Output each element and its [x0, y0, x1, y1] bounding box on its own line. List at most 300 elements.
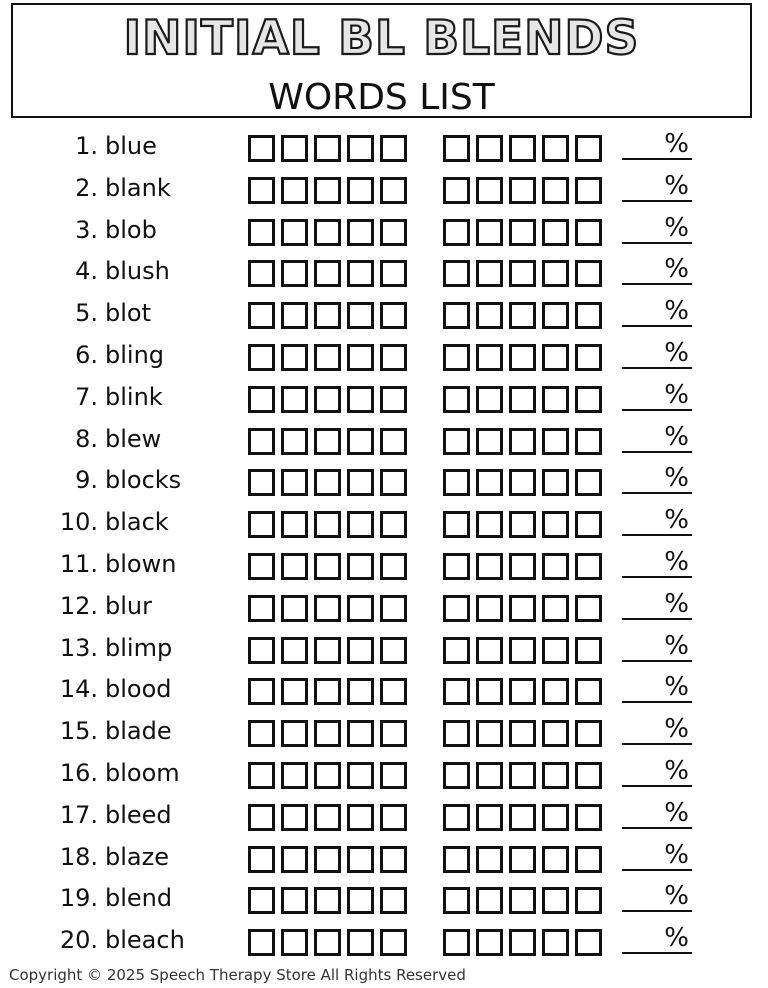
item-number: 12. — [59, 591, 98, 620]
checkbox[interactable] — [575, 637, 602, 664]
trial-boxes-2 — [443, 887, 602, 914]
checkbox[interactable] — [575, 302, 602, 329]
checkbox[interactable] — [347, 637, 374, 664]
checkbox[interactable] — [281, 469, 308, 496]
checkbox[interactable] — [542, 762, 569, 789]
list-item — [0, 586, 768, 628]
checkbox[interactable] — [575, 511, 602, 538]
checkbox[interactable] — [542, 637, 569, 664]
checkbox[interactable] — [248, 260, 275, 287]
percent-field[interactable] — [622, 546, 692, 578]
trial-boxes-1 — [248, 511, 407, 538]
checkbox[interactable] — [347, 553, 374, 580]
percent-field[interactable] — [622, 253, 692, 285]
checkbox[interactable] — [575, 553, 602, 580]
checkbox[interactable] — [542, 678, 569, 705]
checkbox[interactable] — [380, 678, 407, 705]
checkbox[interactable] — [347, 260, 374, 287]
percent-sign: % — [664, 755, 689, 786]
copyright-footer: Copyright © 2025 Speech Therapy Store All Rights Reserved — [9, 966, 466, 984]
checkbox[interactable] — [575, 344, 602, 371]
checkbox[interactable] — [380, 344, 407, 371]
checkbox[interactable] — [248, 720, 275, 747]
percent-sign: % — [664, 254, 689, 285]
checkbox[interactable] — [443, 219, 470, 246]
checkbox[interactable] — [542, 302, 569, 329]
checkbox[interactable] — [314, 678, 341, 705]
checkbox[interactable] — [380, 929, 407, 956]
checkbox[interactable] — [248, 469, 275, 496]
trial-boxes-1 — [248, 720, 407, 747]
checkbox[interactable] — [575, 219, 602, 246]
checkbox[interactable] — [443, 428, 470, 455]
checkbox[interactable] — [509, 386, 536, 413]
checkbox[interactable] — [248, 595, 275, 622]
item-number: 18. — [59, 842, 98, 871]
checkbox[interactable] — [542, 428, 569, 455]
percent-sign: % — [664, 923, 689, 954]
checkbox[interactable] — [509, 302, 536, 329]
percent-field[interactable] — [622, 295, 692, 327]
list-item — [0, 753, 768, 795]
checkbox[interactable] — [476, 846, 503, 873]
checkbox[interactable] — [314, 720, 341, 747]
item-word: blood — [105, 675, 172, 704]
checkbox[interactable] — [476, 595, 503, 622]
checkbox[interactable] — [281, 637, 308, 664]
percent-field[interactable] — [622, 588, 692, 620]
checkbox[interactable] — [248, 762, 275, 789]
checkbox[interactable] — [281, 762, 308, 789]
checkbox[interactable] — [380, 469, 407, 496]
item-number: 1. — [75, 132, 98, 160]
checkbox[interactable] — [575, 428, 602, 455]
checkbox[interactable] — [314, 260, 341, 287]
trial-boxes-1 — [248, 469, 407, 496]
checkbox[interactable] — [443, 929, 470, 956]
checkbox[interactable] — [476, 929, 503, 956]
trial-boxes-1 — [248, 344, 407, 371]
percent-field[interactable] — [622, 839, 692, 871]
percent-field[interactable] — [622, 504, 692, 536]
checkbox[interactable] — [542, 511, 569, 538]
percent-field[interactable] — [622, 170, 692, 202]
checkbox[interactable] — [281, 720, 308, 747]
checkbox[interactable] — [509, 260, 536, 287]
checkbox[interactable] — [281, 887, 308, 914]
checkbox[interactable] — [575, 135, 602, 162]
checkbox[interactable] — [542, 344, 569, 371]
checkbox[interactable] — [347, 177, 374, 204]
checkbox[interactable] — [509, 887, 536, 914]
checkbox[interactable] — [509, 804, 536, 831]
trial-boxes-1 — [248, 887, 407, 914]
item-number: 8. — [75, 424, 98, 453]
checkbox[interactable] — [476, 637, 503, 664]
checkbox[interactable] — [542, 804, 569, 831]
item-word: blue — [105, 132, 157, 160]
checkbox[interactable] — [380, 135, 407, 162]
trial-boxes-2 — [443, 595, 602, 622]
list-item — [0, 920, 768, 962]
checkbox[interactable] — [380, 428, 407, 455]
checkbox[interactable] — [509, 678, 536, 705]
item-number: 2. — [75, 173, 98, 202]
checkbox[interactable] — [314, 302, 341, 329]
checkbox[interactable] — [380, 637, 407, 664]
checkbox[interactable] — [542, 846, 569, 873]
checkbox[interactable] — [281, 344, 308, 371]
checkbox[interactable] — [347, 511, 374, 538]
checkbox[interactable] — [248, 344, 275, 371]
percent-field[interactable] — [622, 797, 692, 829]
checkbox[interactable] — [380, 260, 407, 287]
checkbox[interactable] — [575, 469, 602, 496]
checkbox[interactable] — [476, 720, 503, 747]
checkbox[interactable] — [347, 595, 374, 622]
checkbox[interactable] — [443, 469, 470, 496]
checkbox[interactable] — [476, 428, 503, 455]
trial-boxes-1 — [248, 846, 407, 873]
checkbox[interactable] — [575, 260, 602, 287]
checkbox[interactable] — [542, 469, 569, 496]
trial-boxes-2 — [443, 929, 602, 956]
item-number: 19. — [59, 884, 98, 913]
checkbox[interactable] — [575, 846, 602, 873]
checkbox[interactable] — [314, 553, 341, 580]
checkbox[interactable] — [380, 595, 407, 622]
list-item — [0, 669, 768, 711]
trial-boxes-2 — [443, 177, 602, 204]
item-word: blaze — [105, 842, 169, 871]
checkbox[interactable] — [281, 595, 308, 622]
trial-boxes-1 — [248, 177, 407, 204]
checkbox[interactable] — [476, 219, 503, 246]
checkbox[interactable] — [281, 219, 308, 246]
checkbox[interactable] — [347, 386, 374, 413]
percent-sign: % — [664, 463, 689, 494]
checkbox[interactable] — [443, 720, 470, 747]
checkbox[interactable] — [248, 846, 275, 873]
checkbox[interactable] — [575, 595, 602, 622]
checkbox[interactable] — [347, 929, 374, 956]
percent-field[interactable] — [622, 421, 692, 453]
percent-field[interactable] — [622, 755, 692, 787]
checkbox[interactable] — [248, 553, 275, 580]
checkbox[interactable] — [509, 428, 536, 455]
checkbox[interactable] — [509, 762, 536, 789]
checkbox[interactable] — [380, 553, 407, 580]
checkbox[interactable] — [476, 135, 503, 162]
checkbox[interactable] — [281, 929, 308, 956]
percent-field[interactable] — [622, 462, 692, 494]
checkbox[interactable] — [248, 135, 275, 162]
checkbox[interactable] — [314, 469, 341, 496]
trial-boxes-2 — [443, 846, 602, 873]
checkbox[interactable] — [248, 219, 275, 246]
item-word: blade — [105, 717, 172, 746]
checkbox[interactable] — [314, 511, 341, 538]
trial-boxes-1 — [248, 219, 407, 246]
checkbox[interactable] — [380, 762, 407, 789]
trial-boxes-2 — [443, 302, 602, 329]
checkbox[interactable] — [542, 177, 569, 204]
checkbox[interactable] — [380, 386, 407, 413]
checkbox[interactable] — [281, 302, 308, 329]
item-word: blush — [105, 257, 170, 286]
checkbox[interactable] — [443, 553, 470, 580]
item-number: 9. — [75, 466, 98, 495]
list-item — [0, 878, 768, 920]
checkbox[interactable] — [443, 804, 470, 831]
list-item — [0, 837, 768, 879]
checkbox[interactable] — [314, 428, 341, 455]
checkbox[interactable] — [248, 511, 275, 538]
checkbox[interactable] — [542, 219, 569, 246]
item-number: 11. — [59, 549, 98, 578]
checkbox[interactable] — [347, 720, 374, 747]
checkbox[interactable] — [542, 260, 569, 287]
trial-boxes-1 — [248, 637, 407, 664]
item-word: blimp — [105, 633, 173, 662]
percent-field[interactable] — [622, 212, 692, 244]
checkbox[interactable] — [509, 177, 536, 204]
checkbox[interactable] — [347, 344, 374, 371]
checkbox[interactable] — [281, 846, 308, 873]
checkbox[interactable] — [509, 720, 536, 747]
checkbox[interactable] — [476, 804, 503, 831]
checkbox[interactable] — [314, 219, 341, 246]
item-word: blot — [105, 299, 151, 328]
checkbox[interactable] — [575, 678, 602, 705]
checkbox[interactable] — [542, 929, 569, 956]
list-item — [0, 544, 768, 586]
checkbox[interactable] — [476, 344, 503, 371]
checkbox[interactable] — [443, 177, 470, 204]
checkbox[interactable] — [347, 887, 374, 914]
checkbox[interactable] — [509, 553, 536, 580]
list-item — [0, 126, 768, 168]
checkbox[interactable] — [380, 720, 407, 747]
checkbox[interactable] — [542, 720, 569, 747]
checkbox[interactable] — [314, 804, 341, 831]
checkbox[interactable] — [281, 177, 308, 204]
checkbox[interactable] — [281, 511, 308, 538]
checkbox[interactable] — [443, 260, 470, 287]
checkbox[interactable] — [347, 302, 374, 329]
checkbox[interactable] — [509, 595, 536, 622]
checkbox[interactable] — [347, 219, 374, 246]
checkbox[interactable] — [248, 804, 275, 831]
checkbox[interactable] — [443, 135, 470, 162]
checkbox[interactable] — [314, 135, 341, 162]
checkbox[interactable] — [248, 428, 275, 455]
checkbox[interactable] — [248, 386, 275, 413]
list-item — [0, 628, 768, 670]
item-number: 3. — [75, 215, 98, 244]
checkbox[interactable] — [542, 553, 569, 580]
checkbox[interactable] — [248, 887, 275, 914]
checkbox[interactable] — [380, 177, 407, 204]
item-word: bleach — [105, 926, 185, 955]
checkbox[interactable] — [314, 846, 341, 873]
percent-field[interactable] — [622, 713, 692, 745]
checkbox[interactable] — [443, 637, 470, 664]
item-word: blank — [105, 173, 171, 202]
checkbox[interactable] — [248, 177, 275, 204]
checkbox[interactable] — [509, 511, 536, 538]
item-word: blink — [105, 382, 163, 411]
trial-boxes-2 — [443, 511, 602, 538]
checkbox[interactable] — [347, 762, 374, 789]
checkbox[interactable] — [443, 678, 470, 705]
checkbox[interactable] — [281, 804, 308, 831]
percent-sign: % — [664, 379, 689, 410]
percent-field[interactable] — [622, 671, 692, 703]
percent-field[interactable] — [622, 630, 692, 662]
checkbox[interactable] — [575, 929, 602, 956]
percent-sign: % — [664, 129, 689, 159]
checkbox[interactable] — [380, 846, 407, 873]
word-list — [0, 126, 768, 962]
item-number: 16. — [59, 758, 98, 787]
item-word: bleed — [105, 800, 172, 829]
item-number: 17. — [59, 800, 98, 829]
checkbox[interactable] — [314, 887, 341, 914]
trial-boxes-1 — [248, 428, 407, 455]
checkbox[interactable] — [380, 302, 407, 329]
checkbox[interactable] — [314, 595, 341, 622]
trial-boxes-2 — [443, 469, 602, 496]
checkbox[interactable] — [476, 302, 503, 329]
checkbox[interactable] — [542, 595, 569, 622]
checkbox[interactable] — [443, 887, 470, 914]
checkbox[interactable] — [347, 469, 374, 496]
percent-field[interactable] — [622, 922, 692, 954]
checkbox[interactable] — [380, 511, 407, 538]
percent-field[interactable] — [622, 337, 692, 369]
checkbox[interactable] — [347, 135, 374, 162]
checkbox[interactable] — [443, 386, 470, 413]
page-subtitle: WORDS LIST — [268, 77, 495, 118]
checkbox[interactable] — [380, 804, 407, 831]
checkbox[interactable] — [575, 887, 602, 914]
checkbox[interactable] — [509, 846, 536, 873]
checkbox[interactable] — [509, 929, 536, 956]
percent-sign: % — [664, 212, 689, 243]
checkbox[interactable] — [314, 762, 341, 789]
checkbox[interactable] — [476, 386, 503, 413]
trial-boxes-2 — [443, 344, 602, 371]
checkbox[interactable] — [314, 637, 341, 664]
checkbox[interactable] — [281, 260, 308, 287]
checkbox[interactable] — [281, 428, 308, 455]
list-item — [0, 210, 768, 252]
checkbox[interactable] — [509, 344, 536, 371]
item-word: blur — [105, 591, 152, 620]
checkbox[interactable] — [281, 135, 308, 162]
percent-sign: % — [664, 546, 689, 577]
checkbox[interactable] — [443, 762, 470, 789]
checkbox[interactable] — [314, 344, 341, 371]
checkbox[interactable] — [380, 887, 407, 914]
trial-boxes-2 — [443, 260, 602, 287]
item-number: 13. — [59, 633, 98, 662]
checkbox[interactable] — [575, 386, 602, 413]
list-item — [0, 335, 768, 377]
checkbox[interactable] — [380, 219, 407, 246]
item-number: 7. — [75, 382, 98, 411]
checkbox[interactable] — [314, 386, 341, 413]
percent-sign: % — [664, 505, 689, 536]
checkbox[interactable] — [542, 135, 569, 162]
percent-field[interactable] — [622, 379, 692, 411]
checkbox[interactable] — [347, 678, 374, 705]
checkbox[interactable] — [443, 344, 470, 371]
checkbox[interactable] — [443, 595, 470, 622]
checkbox[interactable] — [476, 678, 503, 705]
checkbox[interactable] — [476, 553, 503, 580]
item-word: blend — [105, 884, 173, 913]
checkbox[interactable] — [347, 428, 374, 455]
checkbox[interactable] — [443, 846, 470, 873]
list-item — [0, 419, 768, 461]
item-number: 15. — [59, 717, 98, 746]
checkbox[interactable] — [281, 386, 308, 413]
checkbox[interactable] — [476, 887, 503, 914]
checkbox[interactable] — [542, 386, 569, 413]
trial-boxes-1 — [248, 302, 407, 329]
percent-sign: % — [664, 170, 689, 201]
percent-sign: % — [664, 797, 689, 828]
checkbox[interactable] — [248, 302, 275, 329]
list-item — [0, 293, 768, 335]
checkbox[interactable] — [476, 177, 503, 204]
checkbox[interactable] — [443, 302, 470, 329]
percent-field[interactable] — [622, 128, 692, 160]
percent-field[interactable] — [622, 880, 692, 912]
checkbox[interactable] — [347, 804, 374, 831]
checkbox[interactable] — [347, 846, 374, 873]
percent-sign: % — [664, 881, 689, 912]
checkbox[interactable] — [281, 553, 308, 580]
list-item — [0, 711, 768, 753]
checkbox[interactable] — [509, 135, 536, 162]
checkbox[interactable] — [476, 511, 503, 538]
checkbox[interactable] — [509, 637, 536, 664]
checkbox[interactable] — [476, 260, 503, 287]
checkbox[interactable] — [575, 720, 602, 747]
checkbox[interactable] — [476, 469, 503, 496]
checkbox[interactable] — [575, 177, 602, 204]
checkbox[interactable] — [542, 887, 569, 914]
checkbox[interactable] — [314, 177, 341, 204]
checkbox[interactable] — [443, 511, 470, 538]
checkbox[interactable] — [248, 929, 275, 956]
list-item — [0, 795, 768, 837]
checkbox[interactable] — [509, 219, 536, 246]
checkbox[interactable] — [281, 678, 308, 705]
checkbox[interactable] — [476, 762, 503, 789]
checkbox[interactable] — [575, 762, 602, 789]
header-box — [11, 3, 752, 118]
checkbox[interactable] — [575, 804, 602, 831]
checkbox[interactable] — [248, 637, 275, 664]
checkbox[interactable] — [509, 469, 536, 496]
checkbox[interactable] — [314, 929, 341, 956]
item-word: bloom — [105, 758, 180, 787]
checkbox[interactable] — [248, 678, 275, 705]
